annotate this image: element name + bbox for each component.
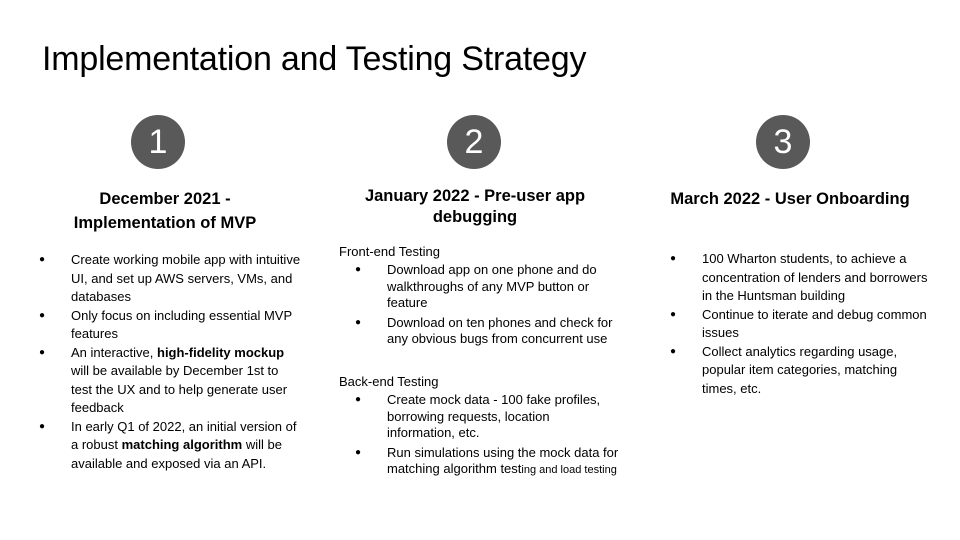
back-end-testing-list (339, 392, 621, 482)
step-number-1: 1 (131, 115, 185, 169)
bullet-bold-text: high-fidelity mockup (157, 344, 285, 360)
bullet-text: Run simulations using the mock data for matching algorithm test (387, 444, 619, 476)
list-item: ● An interactive, high-fidelity mockup will be available by December 1st to test the UX and to help generate user feedback (39, 344, 288, 415)
bullet-text: Create working mobile app with intuitive UI, and set up AWS servers, VMs, and databases (71, 252, 301, 304)
bullet-text: will be available by December 1st to test the UX and to help generate user feedback (71, 363, 288, 415)
step-number-2: 2 (447, 115, 501, 169)
slide-title: Implementation and Testing Strategy (42, 40, 587, 78)
column-1-bullets (39, 251, 301, 473)
step-number-3: 3 (756, 115, 810, 169)
front-end-testing-label: Front-end Testing (339, 244, 440, 259)
bullet-text: Collect analytics regarding usage, popular item categories, matching times, etc. (702, 343, 898, 396)
bullet-text: Download on ten phones and check for any obvious bugs from concurrent use (387, 314, 613, 346)
column-2-heading-line2: debugging (432, 208, 518, 226)
list-item: ● In early Q1 of 2022, an initial version of a robust matching algorithm will be available and exposed via an API. (39, 418, 297, 471)
list-item: ● Only focus on including essential MVP features (39, 307, 292, 341)
list-item: ● Download app on one phone and do walkthroughs of any MVP button or feature (355, 262, 597, 310)
bullet-text: An interactive, (71, 344, 157, 360)
bullet-text: 100 Wharton students, to achieve a concentration of lenders and borrowers in the Huntsman building (702, 251, 928, 303)
list-item: ● Create mock data - 100 fake profiles, borrowing requests, location information, etc. (355, 392, 601, 440)
front-end-testing-list (339, 262, 621, 351)
column-1-heading (40, 187, 290, 235)
list-item: ● Create working mobile app with intuitive UI, and set up AWS servers, VMs, and databases (39, 252, 301, 304)
column-1-heading-line2: Implementation of MVP (73, 214, 257, 232)
bullet-bold-text: matching algorithm (121, 437, 243, 452)
back-end-testing-label: Back-end Testing (339, 374, 439, 389)
column-2-heading (335, 186, 615, 228)
bullet-small-text: ing and load testing (521, 464, 617, 476)
bullet-text: Create mock data - 100 fake profiles, borrowing requests, location information, etc. (387, 392, 601, 440)
column-3-heading: March 2022 - User Onboarding (670, 190, 910, 208)
list-item: ● Continue to iterate and debug common issues (670, 306, 927, 340)
list-item: ● 100 Wharton students, to achieve a concentration of lenders and borrowers in the Huntsman building (670, 251, 928, 303)
list-item: ● Download on ten phones and check for any obvious bugs from concurrent use (355, 314, 613, 346)
column-3-bullets (670, 250, 930, 398)
column-1-heading-line1: December 2021 - (99, 190, 231, 208)
bullet-text: Download app on one phone and do walkthroughs of any MVP button or feature (387, 262, 597, 310)
bullet-text: Continue to iterate and debug common issues (702, 306, 927, 340)
list-item: ● Collect analytics regarding usage, popular item categories, matching times, etc. (670, 343, 898, 396)
bullet-text: Only focus on including essential MVP features (71, 307, 292, 341)
list-item: ● Run simulations using the mock data for matching algorithm testing and load testing (355, 444, 619, 476)
bullet-text: In early Q1 of 2022, an initial version of a robust (71, 418, 297, 452)
column-2-heading-line1: January 2022 - Pre-user app (364, 187, 586, 205)
bullet-text: will be available and exposed via an API. (71, 437, 282, 471)
